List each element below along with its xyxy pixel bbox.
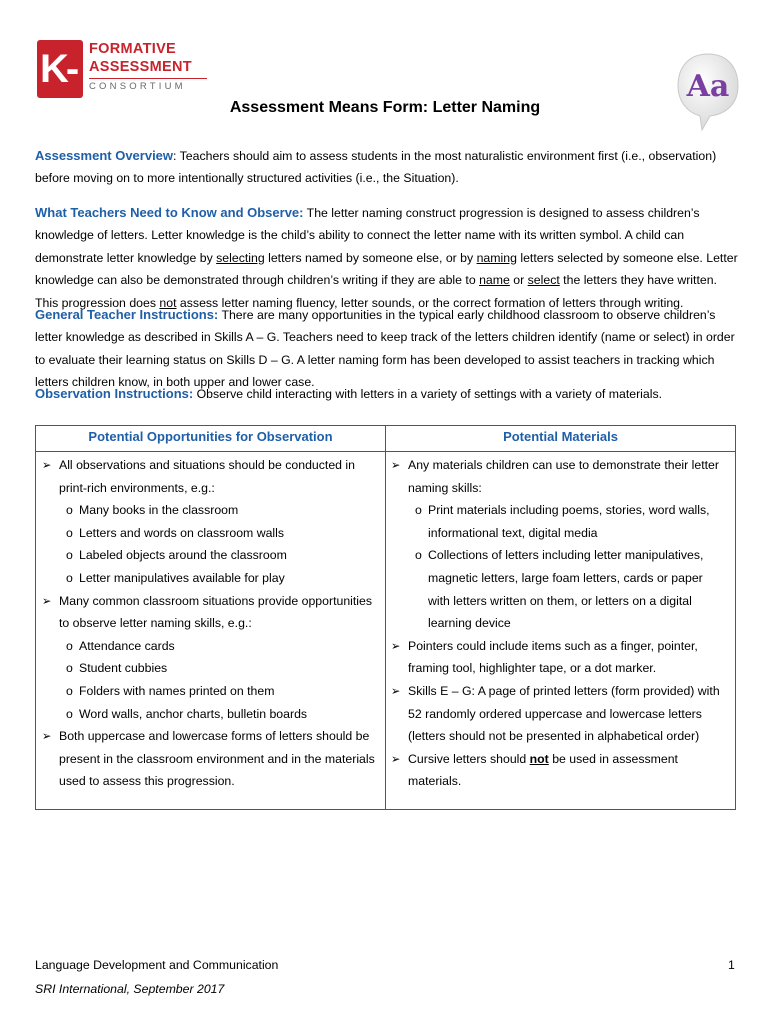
letter-naming-badge-icon (676, 50, 740, 132)
page-number: 1 (728, 958, 735, 972)
table-column-divider (385, 426, 386, 809)
bullet-arrow-icon: ➢ (42, 593, 52, 608)
what-teachers-need-heading: What Teachers Need to Know and Observe: (35, 205, 304, 220)
bullet-item: ➢ Skills E – G: A page of printed letters (form provided) with 52 randomly ordered uppercase and lowercase letters (letters should not be presented in alphabetical order) (388, 680, 728, 748)
observation-instructions-heading: Observation Instructions: (35, 386, 194, 401)
bullet-item-cursive: ➢ Cursive letters should not be used in assessment materials. (388, 748, 728, 793)
sub-bullet-item: o Word walls, anchor charts, bulletin boards (39, 703, 379, 726)
k3-formative-assessment-logo (37, 38, 192, 137)
assessment-overview-section (35, 145, 738, 190)
table-header-opportunities: Potential Opportunities for Observation (88, 429, 333, 444)
general-instructions-heading: General Teacher Instructions: (35, 307, 219, 322)
opportunities-column (39, 454, 379, 793)
circle-bullet-icon: o (66, 706, 73, 721)
bullet-item: ➢ Any materials children can use to demonstrate their letter naming skills: (388, 454, 728, 499)
bullet-arrow-icon: ➢ (391, 683, 401, 698)
bullet-arrow-icon: ➢ (391, 751, 401, 766)
observation-instructions-text: Observe child interacting with letters in a variety of settings with a variety of materials. (193, 387, 663, 401)
sub-bullet-item: o Labeled objects around the classroom (39, 544, 379, 567)
sub-bullet-item: o Folders with names printed on them (39, 680, 379, 703)
sub-bullet-item: o Attendance cards (39, 635, 379, 658)
circle-bullet-icon: o (66, 661, 73, 676)
logo-divider (89, 78, 207, 79)
general-instructions-text: There are many opportunities in the typical early childhood classroom to observe children’s letter knowledge as described in Skills A – G. Teachers need to keep track of the letters children identify (name or select) in order to evaluate their learning status on Skills D – G. A letter naming form has been developed to assist teachers in tracking which letters children know, in both upper and lower case. (35, 308, 735, 390)
what-teachers-need-section: What Teachers Need to Know and Observe: The letter naming construct progression is designed to assess children’s knowledge of letters. Letter knowledge is the child’s ability to connect the letter name with its written symbol. A child can demonstrate letter knowledge by selecting letters named by someone else, or by naming letters selected by someone else. Letter knowledge can also be demonstrated through children’s writing if they are able to name or select the letters they have written. This progression does not assess letter naming fluency, letter sounds, or the correct formation of letters through writing. (35, 205, 738, 310)
circle-bullet-icon: o (66, 525, 73, 540)
bullet-arrow-icon: ➢ (391, 458, 401, 472)
assessment-overview-heading: Assessment Overview (35, 148, 174, 163)
sub-bullet-item: o Letters and words on classroom walls (39, 522, 379, 545)
observation-instructions-section (35, 383, 738, 405)
opportunities-materials-table (35, 425, 736, 810)
circle-bullet-icon: o (66, 638, 73, 653)
k3-logo-mark: K-3 (37, 40, 83, 98)
circle-bullet-icon: o (66, 683, 73, 698)
circle-bullet-icon: o (66, 570, 73, 585)
circle-bullet-icon: o (415, 503, 422, 518)
bullet-item: ➢ Pointers could include items such as a finger, pointer, framing tool, highlighter tape, or a dot marker. (388, 635, 728, 680)
circle-bullet-icon: o (66, 548, 73, 563)
sub-bullet-item: o Print materials including poems, stories, word walls, informational text, digital media (388, 499, 728, 544)
badge-text: Aa (686, 69, 730, 104)
sub-bullet-item: o Collections of letters including letter manipulatives, magnetic letters, large foam letters, cards or paper with letters written on them, or letters on a digital learning device (388, 544, 728, 634)
circle-bullet-icon: o (415, 548, 422, 563)
bullet-arrow-icon: ➢ (391, 638, 401, 653)
circle-bullet-icon: o (66, 503, 73, 518)
page-title: Assessment Means Form: Letter Naming (229, 99, 541, 116)
sub-bullet-item: o Letter manipulatives available for play (39, 567, 379, 590)
table-header-materials: Potential Materials (503, 429, 618, 444)
bullet-item: ➢ Many common classroom situations provide opportunities to observe letter naming skills, e.g.: (39, 590, 379, 635)
sub-bullet-item: o Student cubbies (39, 657, 379, 680)
logo-text-formative: FORMATIVE (89, 41, 177, 57)
bullet-arrow-icon: ➢ (42, 458, 52, 472)
footer-subject: Language Development and Communication (35, 958, 279, 972)
sub-bullet-item: o Many books in the classroom (39, 499, 379, 522)
assessment-overview-text: : Teachers should aim to assess students in the most naturalistic environment first (i.e., observation) before moving on to more intentionally structured activities (i.e., the Situation). (35, 149, 717, 186)
bullet-item: ➢ Both uppercase and lowercase forms of letters should be present in the classroom environment and in the materials used to assess this progression. (39, 725, 379, 793)
bullet-item: ➢ All observations and situations should be conducted in print-rich environments, e.g.: (39, 454, 379, 499)
materials-column (388, 454, 728, 793)
logo-text-consortium: CONSORTIUM (89, 81, 186, 92)
table-header-divider (36, 451, 735, 452)
footer-source: SRI International, September 2017 (35, 982, 225, 996)
general-instructions-section (35, 304, 738, 394)
logo-text-assessment: ASSESSMENT (89, 59, 192, 75)
bullet-arrow-icon: ➢ (42, 729, 52, 744)
